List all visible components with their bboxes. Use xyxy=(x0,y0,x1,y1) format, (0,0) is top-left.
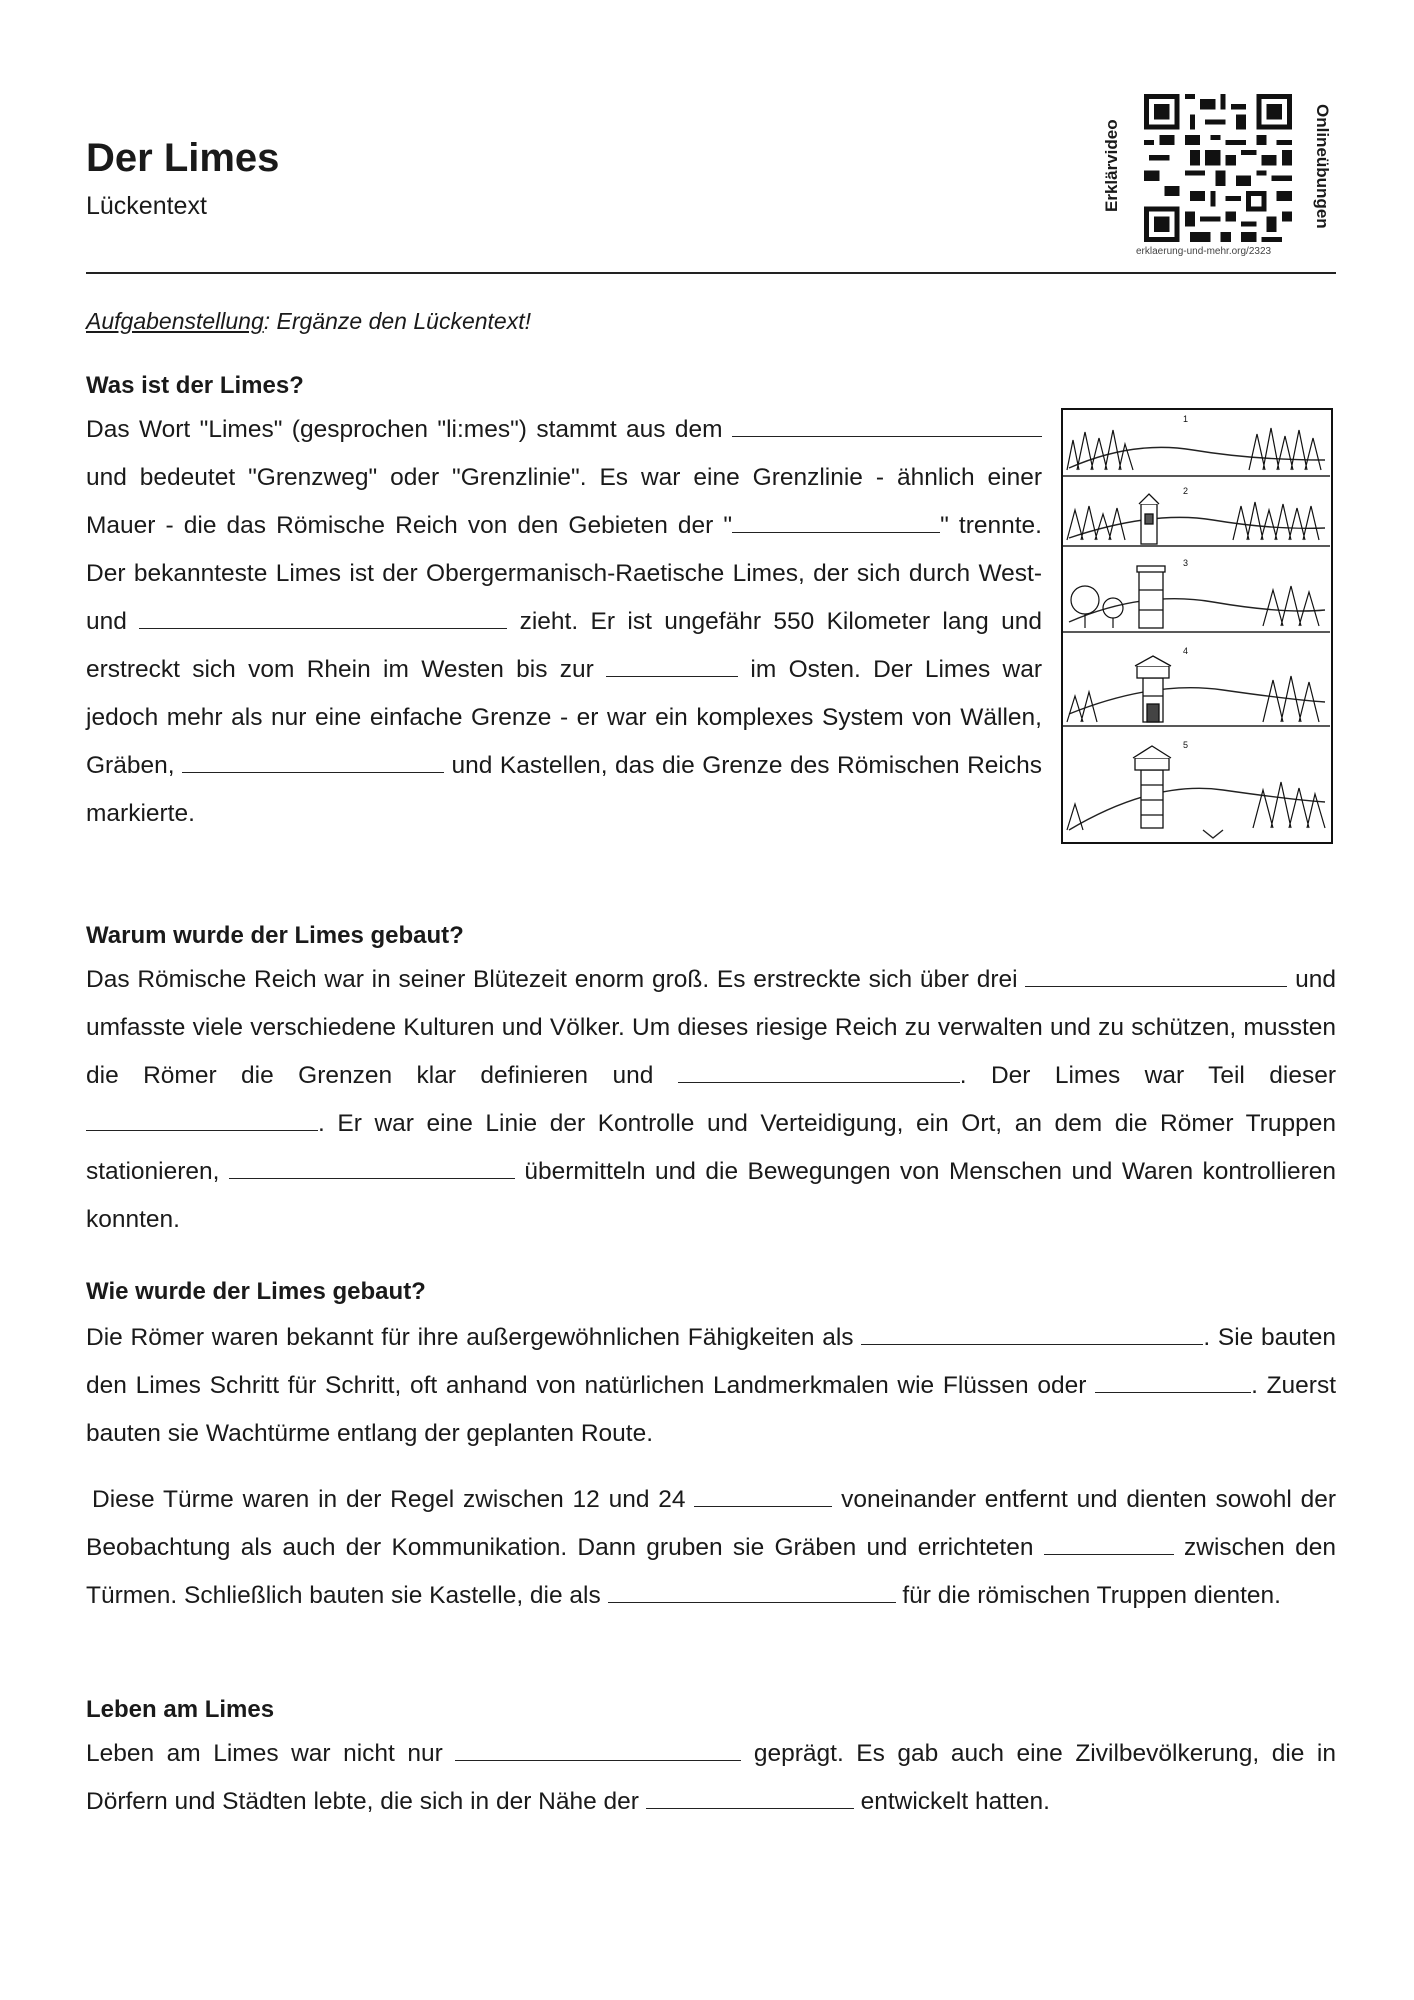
section-paragraph-how: Die Römer waren bekannt für ihre außergewöhnlichen Fähigkeiten als . Sie bauten den Limes Schritt für Schritt, oft anhand von natürlichen Landmerkmalen wie Flüssen oder . Zuerst bauten sie Wachtürme entlang der geplanten Route. xyxy=(86,1324,1337,1447)
section-paragraph-why: Das Römische Reich war in seiner Blütezeit enorm groß. Es erstreckte sich über drei und umfasste viele verschiedene Kulturen und Völker. Um dieses riesige Reich zu verwalten und zu schützen, mussten die Römer die Grenzen klar definieren und . Der Limes war Teil dieser . Er war eine Linie der Kontrolle und Verteidigung, ein Ort, an dem die Römer Truppen stationieren, übermitteln und die Bewegungen von Menschen und Waren kontrollieren konnten. xyxy=(86,966,1337,1233)
watchtower-illustration xyxy=(1061,408,1333,844)
task-label: Aufgabenstellung xyxy=(86,308,264,334)
gap-blank[interactable] xyxy=(229,1158,515,1179)
section-heading-why: Warum wurde der Limes gebaut? xyxy=(86,922,464,949)
gap-blank[interactable] xyxy=(139,608,507,629)
section-paragraph-how-2: Diese Türme waren in der Regel zwischen 12 und 24 voneinander entfernt und dienten sowohl der Beobachtung als auch der Kommunikation. Dann gruben sie Gräben und errichteten zwischen den Türmen. Schließlich bauten sie Kastelle, die als für die römischen Truppen dienten. xyxy=(86,1486,1336,1609)
panel-number: 2 xyxy=(1183,486,1189,496)
qr-code-icon[interactable] xyxy=(1144,94,1292,242)
gap-blank[interactable] xyxy=(608,1582,896,1603)
section-heading-how: Wie wurde der Limes gebaut? xyxy=(86,1278,426,1305)
section-heading-life: Leben am Limes xyxy=(86,1696,275,1723)
gap-blank[interactable] xyxy=(1044,1534,1174,1555)
panel-number: 5 xyxy=(1183,740,1189,750)
gap-blank[interactable] xyxy=(732,416,1042,437)
qr-label-onlineuebungen: Onlineübungen xyxy=(1313,104,1332,229)
gap-blank[interactable] xyxy=(861,1324,1203,1345)
gap-blank[interactable] xyxy=(646,1788,854,1809)
gap-blank[interactable] xyxy=(1025,966,1287,987)
page-subtitle: Lückentext xyxy=(86,192,207,220)
gap-blank[interactable] xyxy=(678,1062,960,1083)
qr-code-block[interactable] xyxy=(1096,94,1336,262)
gap-blank[interactable] xyxy=(86,1110,318,1131)
section-paragraph-what: Das Wort "Limes" (gesprochen "li:mes") stammt aus dem und bedeutet "Grenzweg" oder "Grenzlinie". Es war eine Grenzlinie - ähnlich einer Mauer - die das Römische Reich von den Gebieten der " " trennte. Der bekannteste Limes ist der Obergermanisch-Raetische Limes, der sich durch West- und zieht. Er ist ungefähr 550 Kilometer lang und erstreckt sich vom Rhein im Westen bis zur im Osten. Der Limes war jedoch mehr als nur eine einfache Grenze - er war ein komplexes System von Wällen, Gräben, und Kastellen, das die Grenze des Römischen Reichs markierte. xyxy=(86,416,1042,827)
qr-label-erklaervideo: Erklärvideo xyxy=(1102,119,1121,212)
gap-blank[interactable] xyxy=(455,1740,741,1761)
gap-blank[interactable] xyxy=(1095,1372,1251,1393)
task-instruction xyxy=(86,308,531,335)
section-paragraph-life: Leben am Limes war nicht nur geprägt. Es gab auch eine Zivilbevölkerung, die in Dörfern und Städten lebte, die sich in der Nähe der entwickelt hatten. xyxy=(86,1740,1336,1815)
gap-blank[interactable] xyxy=(182,752,444,773)
panel-number: 1 xyxy=(1183,414,1189,424)
page-title: Der Limes xyxy=(86,136,280,180)
gap-blank[interactable] xyxy=(694,1486,832,1507)
panel-number: 4 xyxy=(1183,646,1189,656)
qr-url[interactable]: erklaerung-und-mehr.org/2323 xyxy=(1136,246,1272,257)
task-text: : Ergänze den Lückentext! xyxy=(263,308,531,334)
gap-blank[interactable] xyxy=(606,656,738,677)
panel-number: 3 xyxy=(1183,558,1189,568)
gap-blank[interactable] xyxy=(732,512,940,533)
header-divider xyxy=(86,272,1336,274)
section-heading-what: Was ist der Limes? xyxy=(86,372,304,399)
